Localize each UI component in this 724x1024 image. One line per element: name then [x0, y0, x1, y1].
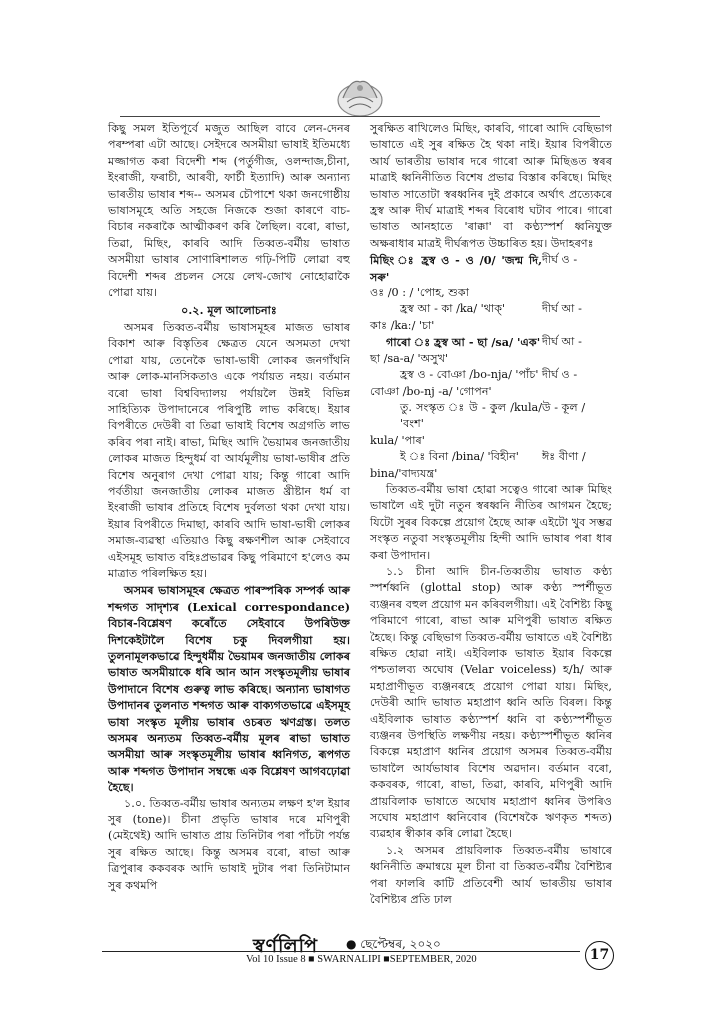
example-text-right: ঈঃ বীণা / [542, 450, 586, 464]
example-row [370, 252, 612, 285]
right-column [370, 121, 612, 909]
tone-paragraph: ১.০. তিব্বত-বৰ্মীয় ভাষাৰ অন্যতম লক্ষণ হ'ল ইয়াৰ সুৰ (tone)। চীনা প্ৰভৃতি ভাষাৰ দৰে মণিপুৰী (মেইথেই) আদি ভাষাত প্ৰায় তিনিটাৰ পৰা পাঁচটা পৰ্যন্ত সুৰ ৰক্ষিত আছে। কিন্তু অসমৰ বৰো, ৰাভা আৰু ত্ৰিপুৰাৰ ককবৰক আদি ভাষাই দুটাৰ পৰা তিনিটামান সুৰ কথমপি [108, 796, 350, 892]
example-text: হ্ৰস্ব ও - বোঞা /bo-nja/ 'পাঁচ' [400, 368, 539, 382]
phonology-paragraph: ১.২ অসমৰ প্ৰায়বিলাক তিব্বত-বৰ্মীয় ভাষাৰে ধ্বনিনীতি ক্ৰমান্বয়ে মূল চীনা বা তিব্বত-বৰ্মীয় বৈশিষ্ট্যৰ পৰা ফালৰি কাটি প্ৰতিবেশী আৰ্য ভাৰতীয় ভাষাৰ বৈশিষ্ট্যৰ প্ৰতি ঢাল [370, 843, 612, 907]
example-row [370, 449, 612, 465]
page-number: 17 [585, 941, 614, 970]
example-text: kula/ 'পাৰ' [370, 433, 425, 447]
example-text: মিছিং ঃ হ্ৰস্ব ও - ও /0/ 'জন্ম দি, সৰু' [370, 253, 542, 284]
section-heading: ০.২. মূল আলোচনাঃ [181, 303, 277, 318]
right-intro-paragraph: সুৰক্ষিত ৰাখিলেও মিছিং, কাৰবি, গাৰো আদি বেছিভাগ ভাষাতে এই সুৰ ৰক্ষিত হৈ থকা নাই। ইয়াৰ বিপৰীতে আৰ্য ভাৰতীয় ভাষাৰ দৰে গাৰো আৰু মিছিঙত স্বৰৰ মাত্ৰাই ধ্বনিনীতিত বিশেষ প্ৰভাৱ বিস্তাৰ কৰিছে। মিছিং ভাষাত সাতোটা স্বৰধ্বনিৰ দুই প্ৰকাৰে অৰ্থাৎ প্ৰত্যেকৰে হ্ৰস্ব আৰু দীৰ্ঘ মাত্ৰাই শব্দৰ বিৰোধ ঘটাব পাৰে। গাৰো ভাষাত আনহাতে 'ৰাক্কা' বা কণ্ঠ্যস্পৰ্শ ধ্বনিযুক্ত অক্ষৰাধাৰ মাত্ৰই দীৰ্ঘৰূপত উচ্চাৰিত হয়। উদাহৰণঃ [370, 122, 612, 250]
example-text-right: দীৰ্ঘ আ - [542, 335, 582, 349]
example-text: তু. সংস্কৃত ঃ উ - কুল /kula/ 'বংশ' [400, 400, 542, 431]
example-row [370, 301, 612, 317]
example-row [370, 334, 612, 350]
footer-rule [102, 951, 580, 952]
lexical-correspondence-paragraph: অসমৰ ভাষাসমূহৰ ক্ষেত্ৰত পাৰস্পৰিক সম্পৰ্ক আৰু শব্দগত সাদৃশ্যৰ (Lexical correspondance) বিচাৰ-বিশ্লেষণ কৰোঁতে সেইবাবে উপৰিউক্ত দিশকেইটালৈ বিশেষ চকু দিবলগীয়া হয়। তুলনামূলকভাৱে হিন্দুধৰ্মীয় ভৈয়ামৰ জনজাতীয় লোকৰ ভাষাত অসমীয়াকে ধৰি আন আন সংস্কৃতমূলীয় ভাষাৰ উপাদানে বিশেষ গুৰুত্ব লাভ কৰিছে। অন্যান্য ভাষাগত উপাদানৰ তুলনাত শব্দগত আৰু বাক্যগতভাৱে এইসমূহ ভাষা সংস্কৃত মূলীয় ভাষাৰ ওচৰত ঋণগ্ৰস্ত। তলত অসমৰ অন্যতম তিব্বত-বৰ্মীয় মূলৰ ৰাভা ভাষাত অসমীয়া আৰু সংস্কৃতমূলীয় ভাষাৰ ধ্বনিগত, ৰূপগত আৰু শব্দগত উপাদান সম্বন্ধে এক বিশ্লেষণ আগবঢ়োৱা হৈছে। [108, 583, 350, 795]
magazine-logo: স্বৰ্ণলিপি [253, 935, 318, 957]
example-text-right: দীৰ্ঘ আ - [542, 302, 582, 316]
example-text: ই ঃ বিনা /bina/ 'বিহীন' [400, 450, 519, 464]
volume-line: Vol 10 Issue 8 ■ SWARNALIPI ■SEPTEMBER, 2020 [246, 954, 477, 965]
glottal-stop-paragraph: ১.১ চীনা আদি চীন-তিব্বতীয় ভাষাত কণ্ঠ্য স্পৰ্শধ্বনি (glottal stop) আৰু কণ্ঠ্য স্পৰ্শীভূত ব্যঞ্জনৰ বহুল প্ৰয়োগ মন কৰিবলগীয়া। এই বৈশিষ্ট্য কিছু পৰিমাণে গাৰো, ৰাভা আৰু মণিপুৰী ভাষাত ৰক্ষিত হৈছে। কিন্তু বেছিভাগ তিব্বত-বৰ্মীয় ভাষাতে এই বৈশিষ্ট্য ৰক্ষিত হোৱা নাই। এইবিলাক ভাষাত ইয়াৰ বিকল্পে পশ্চতালব্য অঘোষ (Velar voiceless) হ/h/ আৰু মহাপ্ৰাণীভূত ব্যঞ্জনৰহে প্ৰয়োগ পোৱা যায়। মিছিং, দেউৰী আদি ভাষাত মহাপ্ৰাণ ধ্বনি অতি বিৰল। কিন্তু এইবিলাক ভাষাত কণ্ঠ্যস্পৰ্শ ধ্বনি বা কণ্ঠ্যস্পৰ্শীভূত ব্যঞ্জনৰ উপস্থিতি লক্ষণীয় নহয়। কণ্ঠ্যস্পৰ্শীভূত ধ্বনিৰ বিকল্পে মহাপ্ৰাণ ধ্বনিৰ প্ৰয়োগ অসমৰ তিব্বত-বৰ্মীয় ভাষালৈ আৰ্যভাষাৰ বিশেষ অৱদান। বৰ্তমান বৰো, ককবৰক, গাৰো, ৰাভা, তিৱা, কাৰবি, মণিপুৰী আদি প্ৰায়বিলাক ভাষাতে অঘোষ মহাপ্ৰাণ ধ্বনিৰ উপৰিও সঘোষ মহাপ্ৰাণ ধ্বনিবোৰ (বিশেষকৈ ঋণকৃত শব্দত) ব্যৱহাৰ স্বীকাৰ কৰি লোৱা হৈছে। [370, 564, 612, 841]
left-column [108, 121, 350, 894]
example-text-right: দীৰ্ঘ ও - [542, 368, 578, 382]
example-text: bina/'বাদ্যযন্ত্ৰ' [370, 466, 438, 480]
header-ornament-icon [331, 70, 389, 120]
header-rule [120, 116, 600, 117]
example-text: ছা /sa-a/ 'অসুখ' [370, 351, 449, 365]
issue-date: ● ছেপ্টেম্বৰ, ২০২০ [346, 937, 441, 951]
example-text: হ্ৰস্ব আ - কা /ka/ 'থাক্‌' [400, 302, 506, 316]
example-row [370, 400, 612, 433]
example-text-right: দীৰ্ঘ ও - [542, 253, 578, 267]
example-text: গাৰো ঃ হ্ৰস্ব আ - ছা /sa/ 'এক' [386, 335, 541, 350]
example-row [370, 367, 612, 383]
example-text: ওঃ /0 : / 'পোহ, শুকা [370, 286, 469, 300]
example-text: বোঞা /bo-nj -a/ 'গোপন' [370, 384, 492, 398]
main-discussion-paragraph: অসমৰ তিব্বত-বৰ্মীয় ভাষাসমূহৰ মাজত ভাষাৰ বিকাশ আৰু বিস্তৃতিৰ ক্ষেত্ৰত যেনে অসমতা দেখা পোৱা যায়, তেনেকৈ ভাষা-ভাষী লোকৰ জনগাঁথনি আৰু লোক-মানসিকতাও একে পৰ্যায়ত নহয়। বৰ্তমান বৰো ভাষা বিশ্ববিদ্যালয় পৰ্যায়লৈ উন্নই বিভিন্ন সাহিত্যিক উপাদানেৰে পৰিপুষ্টি লাভ কৰিছে। ইয়াৰ বিপৰীতে দেউৰী বা তিৱা ভাষাই বিশেষ অগ্ৰগতি লাভ কৰিব পৰা নাই। ৰাভা, মিছিং আদি ভৈয়ামৰ জনজাতীয় লোকৰ মাজত হিন্দুধৰ্ম বা আৰ্যমূলীয় ভাষা-ভাষীৰ প্ৰতি বিশেষ অনুৰাগ দেখা পোৱা যায়; কিন্তু গাৰো আদি পৰ্বতীয়া জনজাতীয় লোকৰ মাজত খ্ৰীষ্টান ধৰ্ম বা ইংৰাজী ভাষাৰ প্ৰতিহে বিশেষ দুৰ্বলতা থকা দেখা যায়। ইয়াৰ বিপৰীতে দিমাছা, কাৰবি আদি ভাষা-ভাষী লোকৰ সমাজ-ব্যৱস্থা এতিয়াও কিছু ৰক্ষণশীল আৰু সেইবাবে এইসমূহ ভাষাত বহিঃপ্ৰভাৱৰ কিছু পৰিমাণে হ'লেও কম মাত্ৰাত পৰিলক্ষিত হয়। [108, 320, 350, 580]
example-text-right: উ - কূল / [542, 400, 586, 414]
example-text: কাঃ /kaː/ 'চা' [370, 318, 435, 332]
conclusion-paragraph: তিব্বত-বৰ্মীয় ভাষা হোৱা সত্বেও গাৰো আৰু মিছিং ভাষালৈ এই দুটা নতুন স্বৰধ্বনি নীতিৰ আগমন হৈছে; যিটো সুৰৰ বিকল্পে প্ৰয়োগ হৈছে আৰু এইটো খুব সম্ভৱ সংস্কৃত নতুবা সংস্কৃতমূলীয় হিন্দী আদি ভাষাৰ পৰা ধাৰ কৰা উপাদান। [370, 482, 612, 562]
left-intro-paragraph: কিছু সমল ইতিপূৰ্বে মজুত আছিল বাবে লেন-দেনৰ পৰম্পৰা এটা আছে। সেইদৰে অসমীয়া ভাষাই ইতিমধ্যে মজ্জাগত কৰা বিদেশী শব্দ (পৰ্তুগীজ, ওলন্দাজ,চীনা, ইংৰাজী, ফৰাচী, আৰবী, ফাৰ্চী ইত্যাদি) আৰু অন্যান্য ভাৰতীয় ভাষাৰ শব্দ-- অসমৰ চৌপাশে থকা জনগোষ্ঠীয় ভাষাসমূহে অতি সহজে নিজকে শুজা কাৰণে বাচ-বিচাৰ নকৰাকৈ আত্মীকৰণ কৰি লৈছিল। বৰো, ৰাভা, তিৱা, মিছিং, কাৰবি আদি তিব্বত-বৰ্মীয় ভাষাত অসমীয়া ভাষাৰ সোণাৰিশালত গঢ়ি-পিটি লোৱা বহু বিদেশী শব্দৰ প্ৰচলন সেয়ে লেখ-জোখ নোহোৱাকৈ পোৱা যায়। [108, 122, 350, 300]
